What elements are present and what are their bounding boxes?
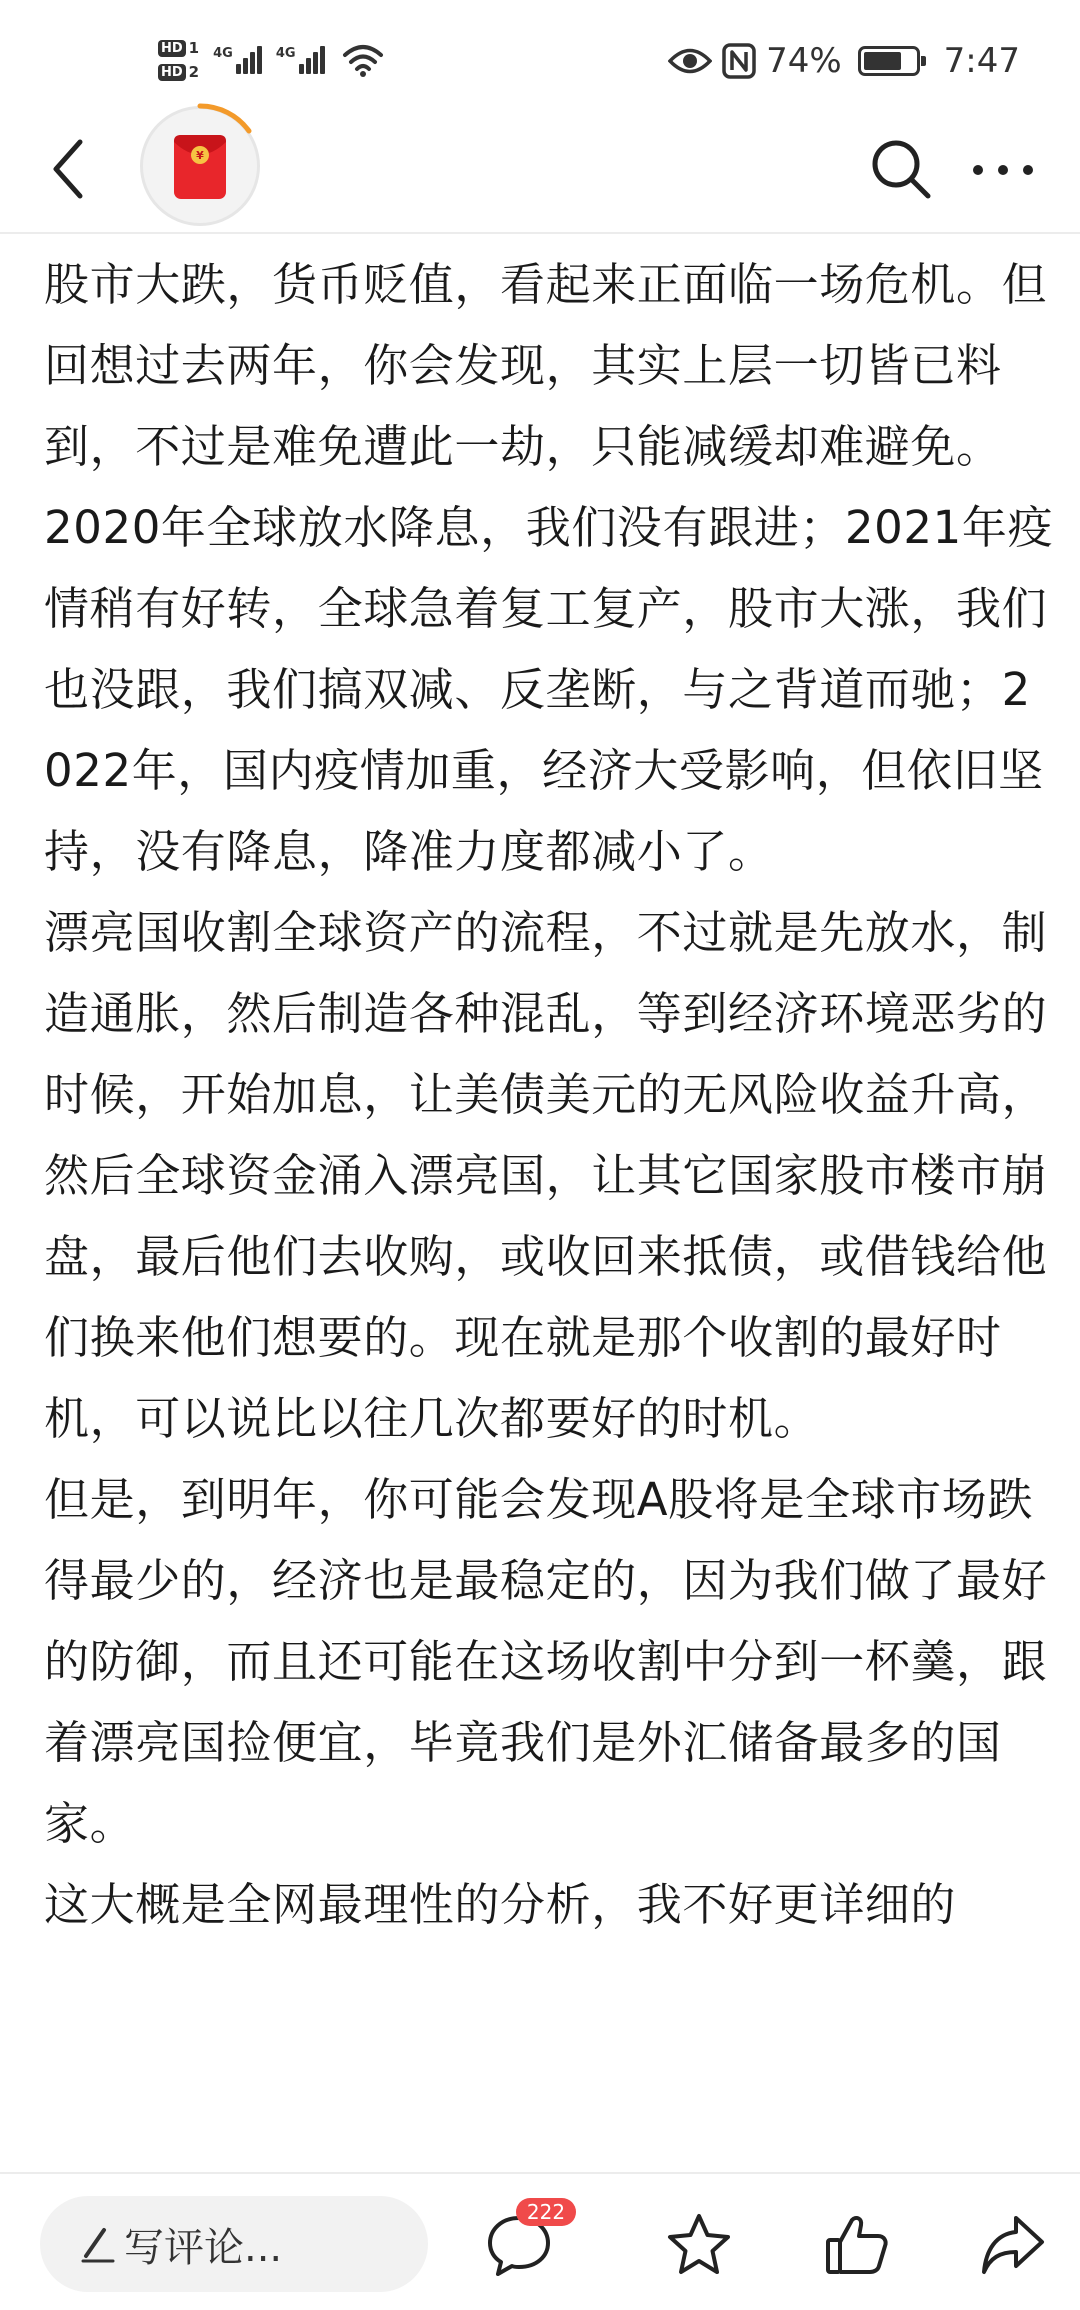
comment-count-badge: 222 [516,2198,576,2226]
battery-percent: 74% [766,41,842,81]
signal-2-icon [276,46,325,74]
eye-comfort-icon [668,46,712,76]
comment-placeholder: 写评论... [124,2224,283,2271]
sim-indicators [158,39,199,81]
sim2-index: 2 [188,63,200,81]
signal-1-icon [213,46,262,74]
network-2-label: 4G [275,46,296,61]
sim2-hd-badge: HD [158,64,186,81]
top-nav-bar [0,100,1080,234]
sim1-index: 1 [188,39,200,57]
article-paragraph-1: 股市大跌，货币贬值，看起来正面临一场危机。但回想过去两年，你会发现，其实上层一切皆已料到，不过是难免遭此一劫，只能减缓却难避免。 [44,258,1048,473]
battery-icon [858,46,920,76]
avatar-progress-ring [137,103,263,229]
sim2-indicator [158,63,199,81]
wifi-icon [341,43,385,77]
network-1-label: 4G [213,46,233,61]
svg-text:¥: ¥ [196,149,204,162]
article-paragraph-4: 但是，到明年，你可能会发现A股将是全球市场跌得最少的，经济也是最稳定的，因为我们做了最好的防御，而且还可能在这场收割中分到一杯羹，跟着漂亮国捡便宜，毕竟我们是外汇储备最多的国家。 [44,1473,1048,1850]
status-left [158,30,385,90]
clock: 7:47 [943,41,1020,81]
bottom-action-bar [0,2172,1080,2310]
status-right [668,34,1020,88]
pencil-icon [80,2224,116,2264]
back-arrow-icon[interactable] [40,134,100,204]
like-thumb-icon[interactable] [822,2210,892,2280]
comment-input[interactable] [40,2196,428,2292]
article-paragraph-2: 2020年全球放水降息，我们没有跟进；2021年疫情稍有好转，全球急着复工复产，股市大涨，我们也没跟，我们搞双减、反垄断，与之背道而驰；2022年，国内疫情加重，经济大受影响，但依旧坚持，没有降息，降准力度都减小了。 [44,501,1054,878]
more-options-icon[interactable] [968,140,1038,200]
article-paragraph-3: 漂亮国收割全球资产的流程，不过就是先放水，制造通胀，然后制造各种混乱，等到经济环境恶劣的时候，开始加息，让美债美元的无风险收益升高，然后全球资金涌入漂亮国，让其它国家股市楼市崩盘，最后他们去收购，或收回来抵债，或借钱给他们换来他们想要的。现在就是那个收割的最好时机，可以说比以往几次都要好的时机。 [44,906,1048,1445]
sim1-hd-badge: HD [158,40,186,57]
favorite-star-icon[interactable] [664,2210,734,2280]
article-paragraph-5: 这大概是全网最理性的分析，我不好更详细的 [44,1878,957,1931]
sim1-indicator [158,39,199,57]
share-arrow-icon[interactable] [978,2210,1048,2280]
article-body [44,244,1054,2170]
search-icon[interactable] [866,134,936,204]
nfc-icon [722,43,756,79]
